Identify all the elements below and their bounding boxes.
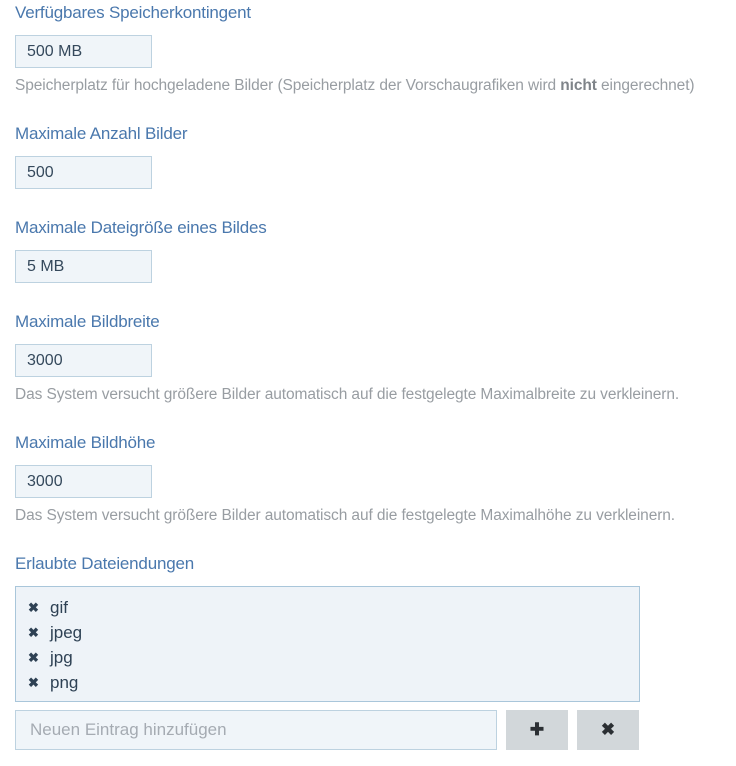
- max-width-input[interactable]: [15, 344, 152, 377]
- help-text-segment: Speicherplatz für hochgeladene Bilder (Speicherplatz der Vorschaugrafiken wird: [15, 77, 561, 94]
- help-text-segment: eingerechnet): [596, 77, 695, 94]
- field-max-height: [15, 433, 721, 525]
- extension-label: jpg: [50, 648, 73, 667]
- field-max-width: [15, 312, 721, 404]
- field-max-filesize: [15, 218, 721, 283]
- storage-quota-help: [15, 77, 721, 95]
- add-entry-input[interactable]: [15, 710, 497, 750]
- max-images-input[interactable]: [15, 156, 152, 189]
- extension-label: jpeg: [50, 623, 83, 642]
- max-height-help: Das System versucht größere Bilder automatisch auf die festgelegte Maximalhöhe zu verkleinern.: [15, 507, 675, 524]
- field-allowed-extensions: [15, 554, 721, 750]
- extensions-list: [15, 586, 640, 702]
- max-height-input[interactable]: [15, 465, 152, 498]
- allowed-extensions-label: Erlaubte Dateiendungen: [15, 554, 194, 573]
- remove-icon[interactable]: ✖: [28, 600, 39, 615]
- list-item[interactable]: [28, 595, 627, 620]
- max-width-label: Maximale Bildbreite: [15, 312, 160, 331]
- remove-icon[interactable]: ✖: [28, 675, 39, 690]
- extension-label: png: [50, 673, 79, 692]
- add-entry-button[interactable]: [506, 710, 568, 750]
- remove-icon[interactable]: ✖: [28, 625, 39, 640]
- max-filesize-label: Maximale Dateigröße eines Bildes: [15, 218, 267, 237]
- max-filesize-input[interactable]: [15, 250, 152, 283]
- remove-icon[interactable]: ✖: [28, 650, 39, 665]
- help-text-bold: nicht: [560, 77, 597, 94]
- max-width-help: Das System versucht größere Bilder automatisch auf die festgelegte Maximalbreite zu verkleinern.: [15, 386, 680, 403]
- list-item[interactable]: [28, 620, 627, 645]
- clear-entry-button[interactable]: [577, 710, 639, 750]
- list-item[interactable]: [28, 645, 627, 670]
- storage-quota-input[interactable]: [15, 35, 152, 68]
- close-icon: ✖: [600, 720, 616, 739]
- field-max-images: [15, 124, 721, 189]
- plus-icon: ✚: [529, 720, 545, 739]
- field-storage-quota: [15, 3, 721, 95]
- add-entry-row: [15, 710, 640, 750]
- max-images-label: Maximale Anzahl Bilder: [15, 124, 188, 143]
- storage-quota-label: Verfügbares Speicherkontingent: [15, 3, 251, 22]
- max-height-label: Maximale Bildhöhe: [15, 433, 156, 452]
- list-item[interactable]: [28, 670, 627, 695]
- extension-label: gif: [50, 598, 68, 617]
